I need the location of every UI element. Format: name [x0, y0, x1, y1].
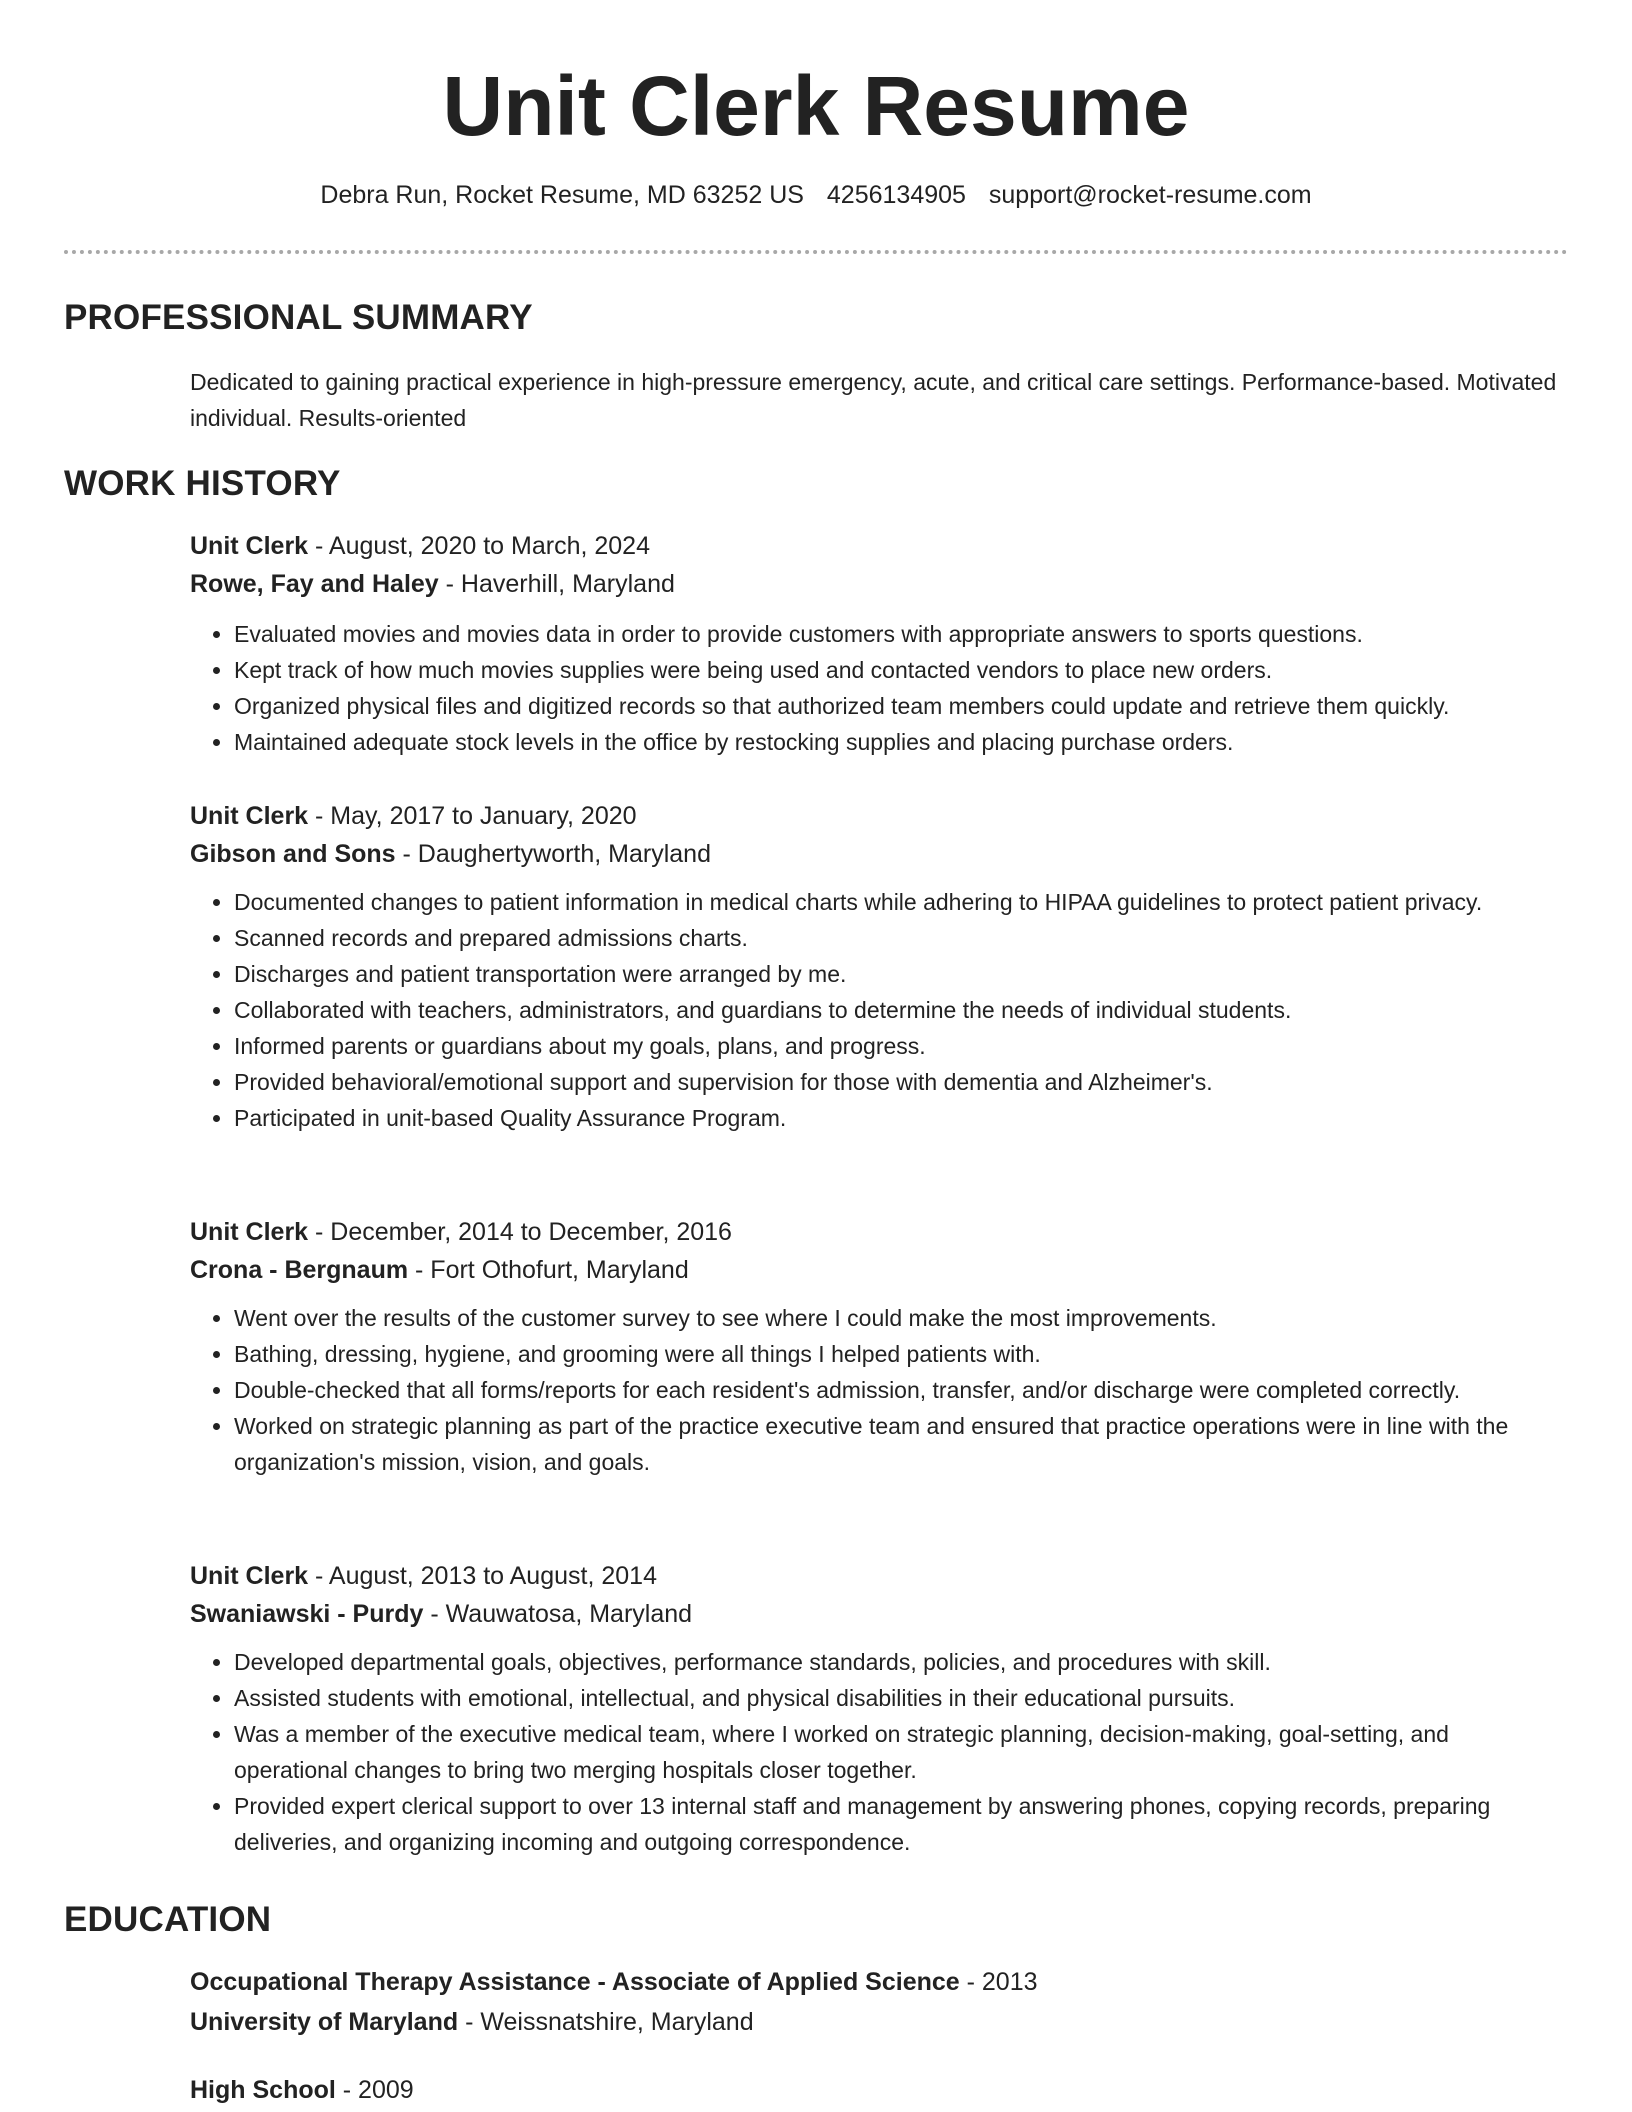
education-school: University of Maryland [190, 2008, 459, 2036]
education-location: - Weissnatshire, Maryland [458, 2008, 754, 2036]
summary-heading: PROFESSIONAL SUMMARY [64, 298, 533, 337]
job-title: Unit Clerk [190, 802, 309, 830]
job-company: Rowe, Fay and Haley [190, 570, 439, 598]
job-company-line [190, 838, 1568, 870]
contact-address: Debra Run, Rocket Resume, MD 63252 US [320, 181, 804, 209]
resume-page [64, 0, 1568, 2104]
list-item: • Maintained adequate stock levels in the office by restocking supplies and placing purchase orders. [234, 724, 1568, 760]
education-degree: Occupational Therapy Assistance - Associate of Applied Science [190, 1968, 960, 1996]
job-title-line [190, 530, 1568, 562]
education-degree-line [190, 2074, 1568, 2106]
header-divider [64, 250, 1568, 254]
job-location: - Fort Othofurt, Maryland [408, 1256, 689, 1284]
summary-text: Dedicated to gaining practical experience in high-pressure emergency, acute, and critical care settings. Performance-based. Motivated individual. Results-oriented [190, 369, 1557, 431]
education-heading: EDUCATION [64, 1900, 272, 1939]
contact-phone: 4256134905 [826, 181, 966, 209]
job-dates: - May, 2017 to January, 2020 [308, 802, 637, 830]
list-item: • Went over the results of the customer survey to see where I could make the most improvements. [234, 1300, 1568, 1336]
job-entry [190, 530, 1568, 760]
job-company: Gibson and Sons [190, 840, 396, 868]
list-item: • Developed departmental goals, objectives, performance standards, policies, and procedures with skill. [234, 1644, 1568, 1680]
list-item: • Discharges and patient transportation were arranged by me. [234, 956, 1568, 992]
list-item: • Evaluated movies and movies data in order to provide customers with appropriate answers to sports questions. [234, 616, 1568, 652]
list-item: • Assisted students with emotional, intellectual, and physical disabilities in their educational pursuits. [234, 1680, 1568, 1716]
job-entry [190, 1560, 1568, 1860]
list-item: • Informed parents or guardians about my goals, plans, and progress. [234, 1028, 1568, 1064]
job-company-line [190, 1598, 1568, 1630]
job-title-line [190, 1560, 1568, 1592]
education-school-line [190, 2006, 1568, 2038]
job-title: Unit Clerk [190, 1218, 309, 1246]
job-company: Swaniawski - Purdy [190, 1600, 424, 1628]
list-item: • Provided behavioral/emotional support and supervision for those with dementia and Alzheimer's. [234, 1064, 1568, 1100]
job-title-line [190, 800, 1568, 832]
list-item: • Organized physical files and digitized records so that authorized team members could update and retrieve them quickly. [234, 688, 1568, 724]
education-entry [190, 2074, 1568, 2106]
work-history-heading: WORK HISTORY [64, 464, 341, 503]
job-bullets [190, 1300, 1568, 1480]
job-bullets [190, 616, 1568, 760]
education-degree: High School [190, 2076, 336, 2104]
job-title-line [190, 1216, 1568, 1248]
education-degree-line [190, 1966, 1568, 1998]
job-dates: - August, 2020 to March, 2024 [308, 532, 650, 560]
job-title: Unit Clerk [190, 1562, 309, 1590]
job-company: Crona - Bergnaum [190, 1256, 409, 1284]
job-location: - Wauwatosa, Maryland [423, 1600, 693, 1628]
job-location: - Haverhill, Maryland [438, 570, 675, 598]
job-title: Unit Clerk [190, 532, 309, 560]
job-dates: - August, 2013 to August, 2014 [308, 1562, 657, 1590]
contact-line [64, 180, 1568, 210]
list-item: • Worked on strategic planning as part of the practice executive team and ensured that practice operations were in line with the organization's mission, vision, and goals. [234, 1408, 1568, 1480]
education-entry [190, 1966, 1568, 2038]
list-item: • Collaborated with teachers, administrators, and guardians to determine the needs of individual students. [234, 992, 1568, 1028]
job-bullets [190, 1644, 1568, 1860]
job-bullets [190, 884, 1568, 1136]
list-item: • Kept track of how much movies supplies were being used and contacted vendors to place new orders. [234, 652, 1568, 688]
job-location: - Daughertyworth, Maryland [395, 840, 711, 868]
list-item: • Provided expert clerical support to over 13 internal staff and management by answering phones, copying records, preparing deliveries, and organizing incoming and outgoing correspondence. [234, 1788, 1568, 1860]
list-item: • Scanned records and prepared admissions charts. [234, 920, 1568, 956]
list-item: • Was a member of the executive medical team, where I worked on strategic planning, decision-making, goal-setting, and operational changes to bring two merging hospitals closer together. [234, 1716, 1568, 1788]
list-item: • Double-checked that all forms/reports for each resident's admission, transfer, and/or discharge were completed correctly. [234, 1372, 1568, 1408]
job-dates: - December, 2014 to December, 2016 [308, 1218, 732, 1246]
job-entry [190, 1216, 1568, 1480]
list-item: • Bathing, dressing, hygiene, and grooming were all things I helped patients with. [234, 1336, 1568, 1372]
job-entry [190, 800, 1568, 1136]
job-company-line [190, 568, 1568, 600]
page-title: Unit Clerk Resume [442, 59, 1190, 153]
list-item: • Participated in unit-based Quality Assurance Program. [234, 1100, 1568, 1136]
education-year: - 2013 [959, 1968, 1038, 1996]
list-item: • Documented changes to patient information in medical charts while adhering to HIPAA guidelines to protect patient privacy. [234, 884, 1568, 920]
education-year: - 2009 [335, 2076, 414, 2104]
job-company-line [190, 1254, 1568, 1286]
contact-email: support@rocket-resume.com [988, 181, 1312, 209]
